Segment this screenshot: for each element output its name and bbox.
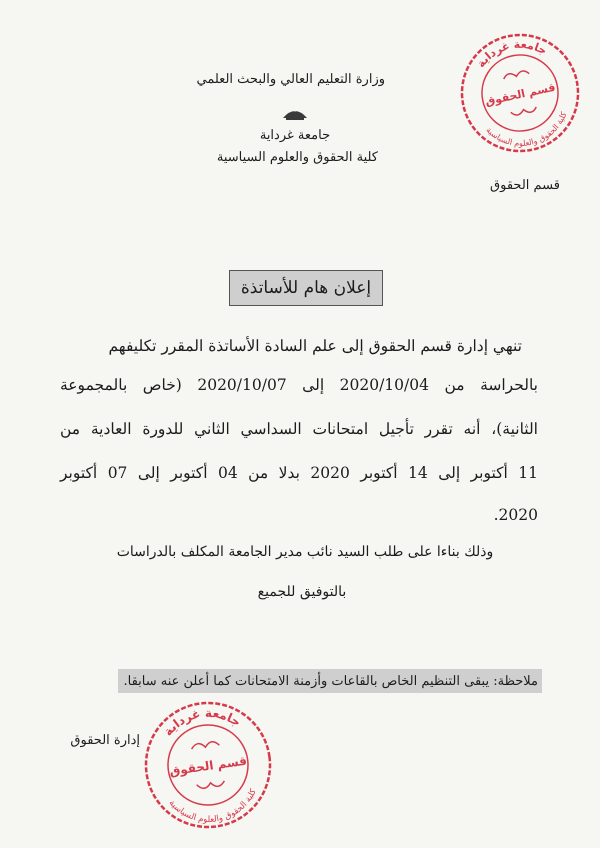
department-stamp-bottom <box>138 695 278 835</box>
reason-line: وذلك بناءا على طلب السيد نائب مدير الجامعة المكلف بالدراسات <box>116 544 494 560</box>
note-text: ملاحظة: يبقى التنظيم الخاص بالقاعات وأزمنة الامتحانات كما أعلن عنه سابقا. <box>118 669 542 693</box>
svg-text:جامعة غرداية: جامعة غرداية <box>474 37 550 71</box>
department-label: قسم الحقوق <box>490 178 560 193</box>
department-stamp-top <box>455 28 585 158</box>
svg-text:قسم الحقوق: قسم الحقوق <box>168 753 248 779</box>
body-line-4: 11 أكتوبر إلى 14 أكتوبر 2020 بدلا من 04 أكتوبر إلى 07 أكتوبر <box>60 464 539 482</box>
administration-signature: إدارة الحقوق <box>70 733 140 748</box>
faculty-name: كلية الحقوق والعلوم السياسية <box>216 150 378 165</box>
body-line-2: بالحراسة من 2020/10/04 إلى 2020/10/07 (خاص بالمجموعة <box>60 376 538 394</box>
body-line-3: الثانية)، أنه تقرر تأجيل امتحانات السداسي الثاني للدورة العادية من <box>60 420 538 438</box>
body-line-1: تنهي إدارة قسم الحقوق إلى علم السادة الأساتذة المقرر تكليفهم <box>108 337 522 355</box>
svg-text:قسم الحقوق: قسم الحقوق <box>484 80 557 109</box>
university-logo-icon <box>280 100 310 122</box>
svg-text:كلية الحقوق والعلوم السياسية: كلية الحقوق والعلوم السياسية <box>166 787 259 825</box>
ministry-name: وزارة التعليم العالي والبحث العلمي <box>196 72 385 87</box>
announcement-title: إعلان هام للأساتذة <box>229 270 383 306</box>
svg-text:كلية الحقوق والعلوم السياسية: كلية الحقوق والعلوم السياسية <box>484 110 569 148</box>
svg-text:جامعة غرداية: جامعة غرداية <box>160 705 244 739</box>
body-line-5: 2020. <box>493 506 538 524</box>
university-name: جامعة غرداية <box>259 128 331 143</box>
closing-line: بالتوفيق للجميع <box>257 584 347 600</box>
